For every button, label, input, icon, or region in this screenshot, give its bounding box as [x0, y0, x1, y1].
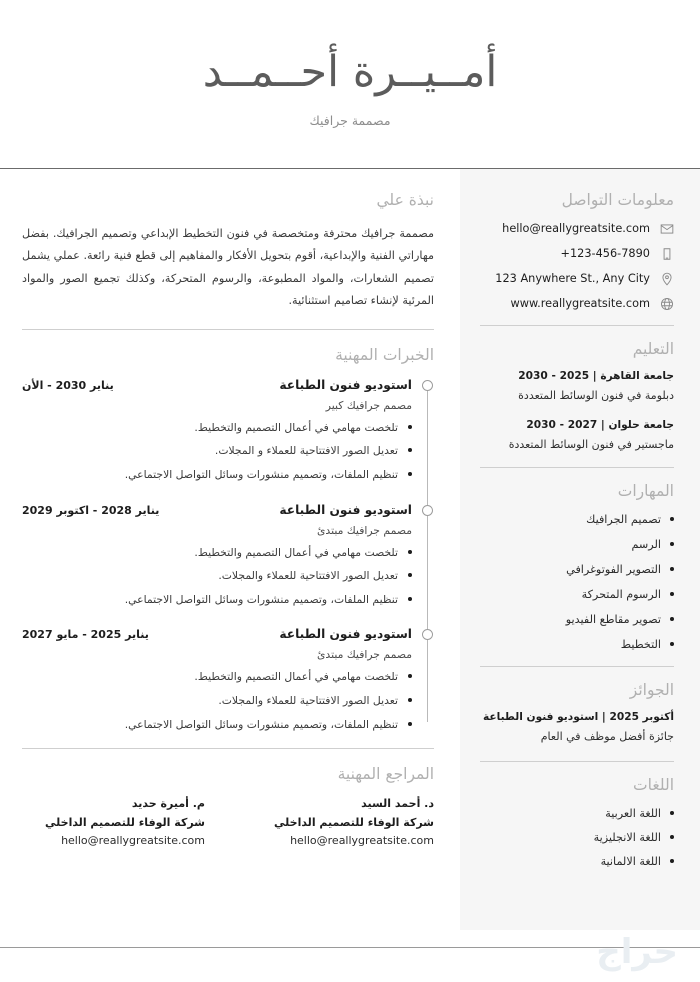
- experience-header: [22, 627, 412, 641]
- language-item: اللغة الانجليزية: [480, 830, 674, 845]
- contact-phone-value: +123-456-7890: [560, 247, 650, 260]
- experience-bullets: [22, 420, 412, 483]
- education-degree: دبلومة في فنون الوسائط المتعددة: [518, 389, 674, 402]
- section-divider: [22, 748, 434, 749]
- experience-bullet: تلخصت مهامي في أعمال التصميم والتخطيط.: [22, 545, 412, 561]
- experience-item: [22, 503, 412, 608]
- watermark-logo: حراج: [596, 932, 678, 972]
- experience-bullets: [22, 545, 412, 608]
- experience-item: [22, 378, 412, 483]
- candidate-name: أمــيــرة أحــمــد: [202, 46, 498, 97]
- contact-heading: معلومات التواصل: [561, 191, 674, 209]
- education-degree: ماجستير في فنون الوسائط المتعددة: [508, 438, 674, 452]
- section-divider: [480, 666, 674, 667]
- skill-item: الرسم: [480, 537, 674, 552]
- experience-bullet: تنظيم الملفات، وتصميم منشورات وسائل التواصل الاجتماعي.: [22, 467, 412, 483]
- reference-name: د. أحمد السيد: [361, 797, 434, 811]
- candidate-job-title: مصممة جرافيك: [309, 113, 391, 129]
- references-list: [22, 797, 434, 847]
- skills-heading: المهارات: [617, 481, 674, 500]
- section-divider: [22, 329, 434, 330]
- page-footer: [0, 930, 700, 982]
- experience-dates: يناير 2030 - الأن: [22, 378, 114, 392]
- contact-item-website[interactable]: [480, 296, 674, 311]
- experience-company: استوديو فنون الطباعة: [279, 627, 412, 642]
- reference-email[interactable]: hello@reallygreatsite.com: [61, 834, 205, 848]
- experience-bullet: تنظيم الملفات، وتصميم منشورات وسائل التواصل الاجتماعي.: [22, 717, 412, 733]
- education-item: [480, 419, 674, 452]
- contact-address-value: 123 Anywhere St., Any City: [495, 272, 650, 285]
- experience-timeline: [22, 378, 434, 733]
- experience-heading: الخبرات المهنية: [335, 345, 434, 364]
- education-item: [480, 370, 674, 403]
- education-institution: جامعة حلوان | 2027 - 2030: [526, 419, 674, 432]
- experience-bullet: تعديل الصور الافتتاحية للعملاء و المجلات.: [22, 443, 412, 459]
- experience-item: [22, 627, 412, 732]
- experience-bullets: [22, 669, 412, 732]
- reference-organization: شركة الوفاء للتصميم الداخلي: [45, 816, 205, 830]
- resume-body: [0, 169, 700, 982]
- skill-item: التخطيط: [480, 637, 674, 652]
- footer-divider: [0, 947, 700, 948]
- resume-header: [0, 0, 700, 168]
- reference-item: [22, 797, 205, 847]
- experience-bullet: تلخصت مهامي في أعمال التصميم والتخطيط.: [22, 420, 412, 436]
- skill-item: تصوير مقاطع الفيديو: [480, 612, 674, 627]
- skill-item: تصميم الجرافيك: [480, 512, 674, 527]
- award-description: جائزة أفضل موظف في العام: [540, 730, 674, 744]
- references-heading: المراجع المهنية: [337, 765, 434, 784]
- contact-email-value: hello@reallygreatsite.com: [502, 222, 650, 235]
- reference-name: م. أميرة حديد: [131, 797, 205, 811]
- experience-header: [22, 503, 412, 517]
- main-column: [0, 169, 460, 982]
- experience-company: استوديو فنون الطباعة: [279, 377, 412, 392]
- sidebar-column: [460, 169, 700, 982]
- timeline-dot-icon: [422, 629, 433, 640]
- location-pin-icon: [659, 271, 674, 286]
- languages-list: [480, 806, 674, 869]
- about-text: مصممة جرافيك محترفة ومتخصصة في فنون التخطيط الإبداعي وتصميم الجرافيك. بفضل مهاراتي الفنية والإبداعية، أقوم بتحويل الأفكار والمفاهيم إلى قطع فنية رائعة. عملي يشمل تصميم الشعارات، والمواد المطبوعة، والرسوم المتحركة، وكذلك تجميع الصور والمواد المرئية لإنشاء تصاميم استثنائية.: [22, 227, 434, 308]
- reference-organization: شركة الوفاء للتصميم الداخلي: [274, 816, 434, 830]
- award-title: أكتوبر 2025 | استوديو فنون الطباعة: [482, 711, 674, 724]
- experience-dates: يناير 2028 - اكتوبر 2029: [22, 503, 160, 517]
- experience-dates: يناير 2025 - مايو 2027: [22, 628, 149, 642]
- experience-bullet: تعديل الصور الافتتاحية للعملاء والمجلات.: [22, 568, 412, 584]
- language-item: اللغة الالمانية: [480, 854, 674, 869]
- skills-list: [480, 512, 674, 653]
- section-divider: [480, 467, 674, 468]
- phone-icon: [659, 246, 674, 261]
- award-item: [480, 711, 674, 744]
- timeline-line: [427, 386, 428, 723]
- education-heading: التعليم: [632, 340, 674, 358]
- globe-icon: [659, 296, 674, 311]
- timeline-dot-icon: [422, 505, 433, 516]
- awards-heading: الجوائز: [629, 681, 674, 700]
- reference-email[interactable]: hello@reallygreatsite.com: [290, 834, 434, 848]
- experience-role: مصمم جرافيك كبير: [325, 398, 412, 412]
- envelope-icon: [659, 221, 674, 236]
- skill-item: التصوير الفوتوغرافي: [480, 562, 674, 577]
- contact-item-phone[interactable]: [480, 246, 674, 261]
- experience-role: مصمم جرافيك مبتدئ: [316, 523, 412, 537]
- experience-bullet: تلخصت مهامي في أعمال التصميم والتخطيط.: [22, 669, 412, 685]
- contact-item-address[interactable]: [480, 271, 674, 286]
- contact-item-email[interactable]: [480, 221, 674, 236]
- experience-role: مصمم جرافيك مبتدئ: [316, 648, 412, 662]
- section-divider: [480, 325, 674, 326]
- experience-bullet: تنظيم الملفات، وتصميم منشورات وسائل التواصل الاجتماعي.: [22, 592, 412, 608]
- section-divider: [480, 761, 674, 762]
- skill-item: الرسوم المتحركة: [480, 587, 674, 602]
- language-item: اللغة العربية: [480, 806, 674, 821]
- timeline-dot-icon: [422, 380, 433, 391]
- experience-header: [22, 378, 412, 392]
- education-list: [480, 370, 674, 453]
- reference-item: [251, 797, 434, 847]
- education-institution: جامعة القاهرة | 2025 - 2030: [518, 370, 674, 382]
- contact-list: [480, 221, 674, 311]
- about-heading: نبذة علي: [376, 191, 434, 209]
- contact-website-value: www.reallygreatsite.com: [510, 297, 650, 310]
- experience-bullet: تعديل الصور الافتتاحية للعملاء والمجلات.: [22, 693, 412, 709]
- experience-company: استوديو فنون الطباعة: [279, 502, 412, 517]
- languages-heading: اللغات: [633, 775, 674, 794]
